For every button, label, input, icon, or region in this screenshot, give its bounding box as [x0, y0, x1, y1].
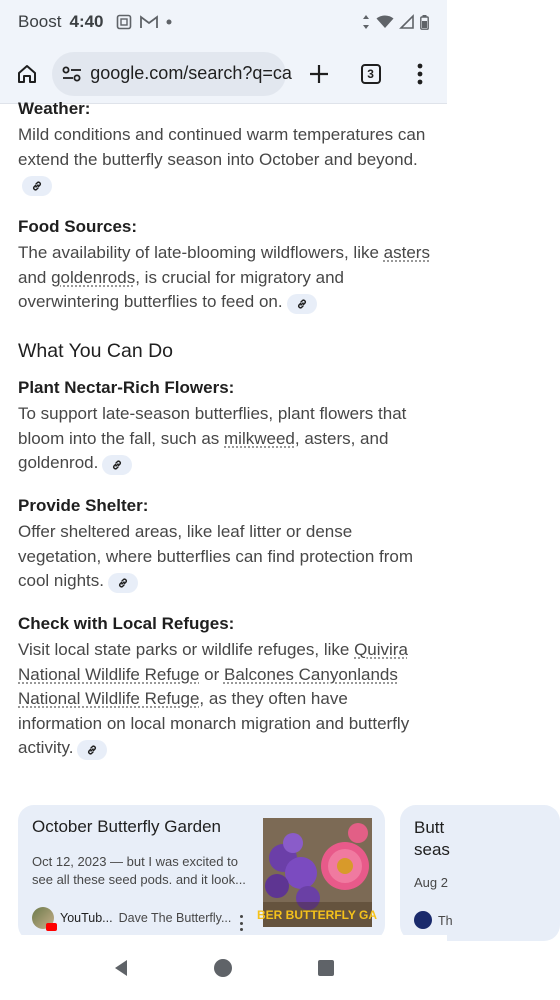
- citation-link-button[interactable]: [108, 573, 138, 593]
- notification-icons: [116, 14, 172, 30]
- balcones-link[interactable]: Balcones Canyonlands National Wildlife Refuge: [18, 664, 398, 708]
- food-text: [18, 241, 433, 315]
- video-card-2[interactable]: [400, 805, 560, 941]
- food-body-3: , is crucial for migratory and overwintering butterflies to feed on.: [18, 267, 345, 311]
- plant-body-1: To support late-season butterflies, plant flowers that bloom into the fall, such as: [18, 404, 407, 448]
- signal-icon: [400, 15, 414, 29]
- citation-link-button[interactable]: [102, 455, 132, 475]
- status-left: [18, 12, 172, 32]
- plus-icon: [308, 63, 330, 85]
- weather-body: Mild conditions and continued warm temperatures can extend the butterfly season into October and beyond.: [18, 125, 426, 169]
- more-options-icon[interactable]: [240, 915, 244, 931]
- video-title[interactable]: October Butterfly Garden: [32, 817, 221, 836]
- video-title-2-line2[interactable]: seas: [414, 840, 450, 859]
- more-vert-icon: [417, 63, 423, 85]
- back-icon[interactable]: [112, 959, 130, 977]
- tab-count: 3: [361, 64, 381, 84]
- data-arrows-icon: [362, 15, 370, 29]
- refuge-body-1: Visit local state parks or wildlife refuges, like: [18, 640, 355, 659]
- asters-link[interactable]: asters: [383, 243, 430, 262]
- home-button[interactable]: [10, 56, 44, 92]
- browser-toolbar: [0, 44, 447, 104]
- author-name: Dave The Butterfly...: [118, 911, 232, 925]
- refuge-text: [18, 638, 433, 761]
- carrier-label: Boost: [18, 12, 62, 31]
- recents-icon[interactable]: [317, 959, 335, 977]
- video-title-2-line1[interactable]: Butt: [414, 818, 445, 837]
- thumbnail-caption: BER BUTTERFLY GA: [256, 908, 378, 922]
- plant-section: [18, 376, 433, 476]
- home-circle-icon[interactable]: [213, 958, 233, 978]
- dot-icon: [166, 19, 172, 25]
- shelter-heading: Provide Shelter:: [18, 496, 149, 515]
- gmail-icon: [140, 15, 158, 29]
- search-result-content: [0, 99, 453, 935]
- food-body-2: and: [18, 267, 52, 287]
- site-settings-icon[interactable]: [62, 65, 82, 83]
- quivira-link[interactable]: Quivira National Wildlife Refuge: [18, 640, 408, 684]
- weather-heading: Weather:: [18, 99, 91, 118]
- refuge-body-3: , as they often have information on local monarch migration and butterfly activity.: [18, 689, 410, 757]
- plant-body-2: , asters, and goldenrod.: [18, 428, 389, 472]
- milkweed-link[interactable]: milkweed: [224, 428, 295, 448]
- video-thumbnail[interactable]: [256, 818, 378, 927]
- link-icon: [296, 298, 308, 310]
- refuge-body-2: or: [199, 664, 224, 684]
- tab-switcher-button[interactable]: [354, 56, 388, 92]
- battery-icon: [420, 15, 429, 30]
- source-name-2: Th: [438, 914, 453, 928]
- channel-avatar: [32, 907, 54, 929]
- system-navigation-bar: [0, 935, 447, 1000]
- plant-text: [18, 402, 433, 476]
- link-icon: [86, 744, 98, 756]
- goldenrods-link[interactable]: goldenrods: [51, 267, 136, 287]
- wifi-icon: [376, 15, 394, 29]
- video-date-2: Aug 2: [414, 875, 448, 890]
- home-icon: [15, 62, 39, 86]
- status-bar: [0, 0, 447, 44]
- channel-icon-2: [414, 911, 432, 929]
- link-icon: [111, 459, 123, 471]
- screenshot-icon: [116, 14, 132, 30]
- food-heading: Food Sources:: [18, 217, 138, 236]
- shelter-text: [18, 520, 433, 594]
- url-text[interactable]: google.com/search?q=ca: [90, 63, 292, 83]
- status-right: [362, 15, 429, 30]
- youtube-icon: [46, 923, 57, 931]
- what-you-can-do-section: [18, 338, 433, 364]
- video-card[interactable]: [18, 805, 385, 941]
- link-icon: [117, 577, 129, 589]
- weather-section: [18, 97, 433, 197]
- weather-text: [18, 123, 433, 197]
- refuge-heading: Check with Local Refuges:: [18, 614, 235, 633]
- video-source: [32, 907, 231, 929]
- plant-heading: Plant Nectar-Rich Flowers:: [18, 378, 235, 397]
- address-bar[interactable]: [52, 52, 292, 96]
- refuge-section: [18, 612, 433, 761]
- video-description: Oct 12, 2023 — but I was excited to see all these seed pods. and it look...: [32, 854, 246, 887]
- source-name: YouTub...: [60, 911, 113, 925]
- new-tab-button[interactable]: [302, 56, 336, 92]
- citation-link-button[interactable]: [287, 294, 317, 314]
- link-icon: [31, 180, 43, 192]
- citation-link-button[interactable]: [22, 176, 52, 196]
- shelter-section: [18, 494, 433, 594]
- citation-link-button[interactable]: [77, 740, 107, 760]
- menu-button[interactable]: [403, 56, 437, 92]
- shelter-body: Offer sheltered areas, like leaf litter or dense vegetation, where butterflies can find protection from cool nights.: [18, 522, 413, 590]
- food-section: [18, 215, 433, 315]
- section-heading: What You Can Do: [18, 340, 174, 362]
- clock: 4:40: [69, 12, 104, 31]
- thumbnail-image: [256, 818, 378, 927]
- food-body-1: The availability of late-blooming wildflowers, like: [18, 243, 384, 262]
